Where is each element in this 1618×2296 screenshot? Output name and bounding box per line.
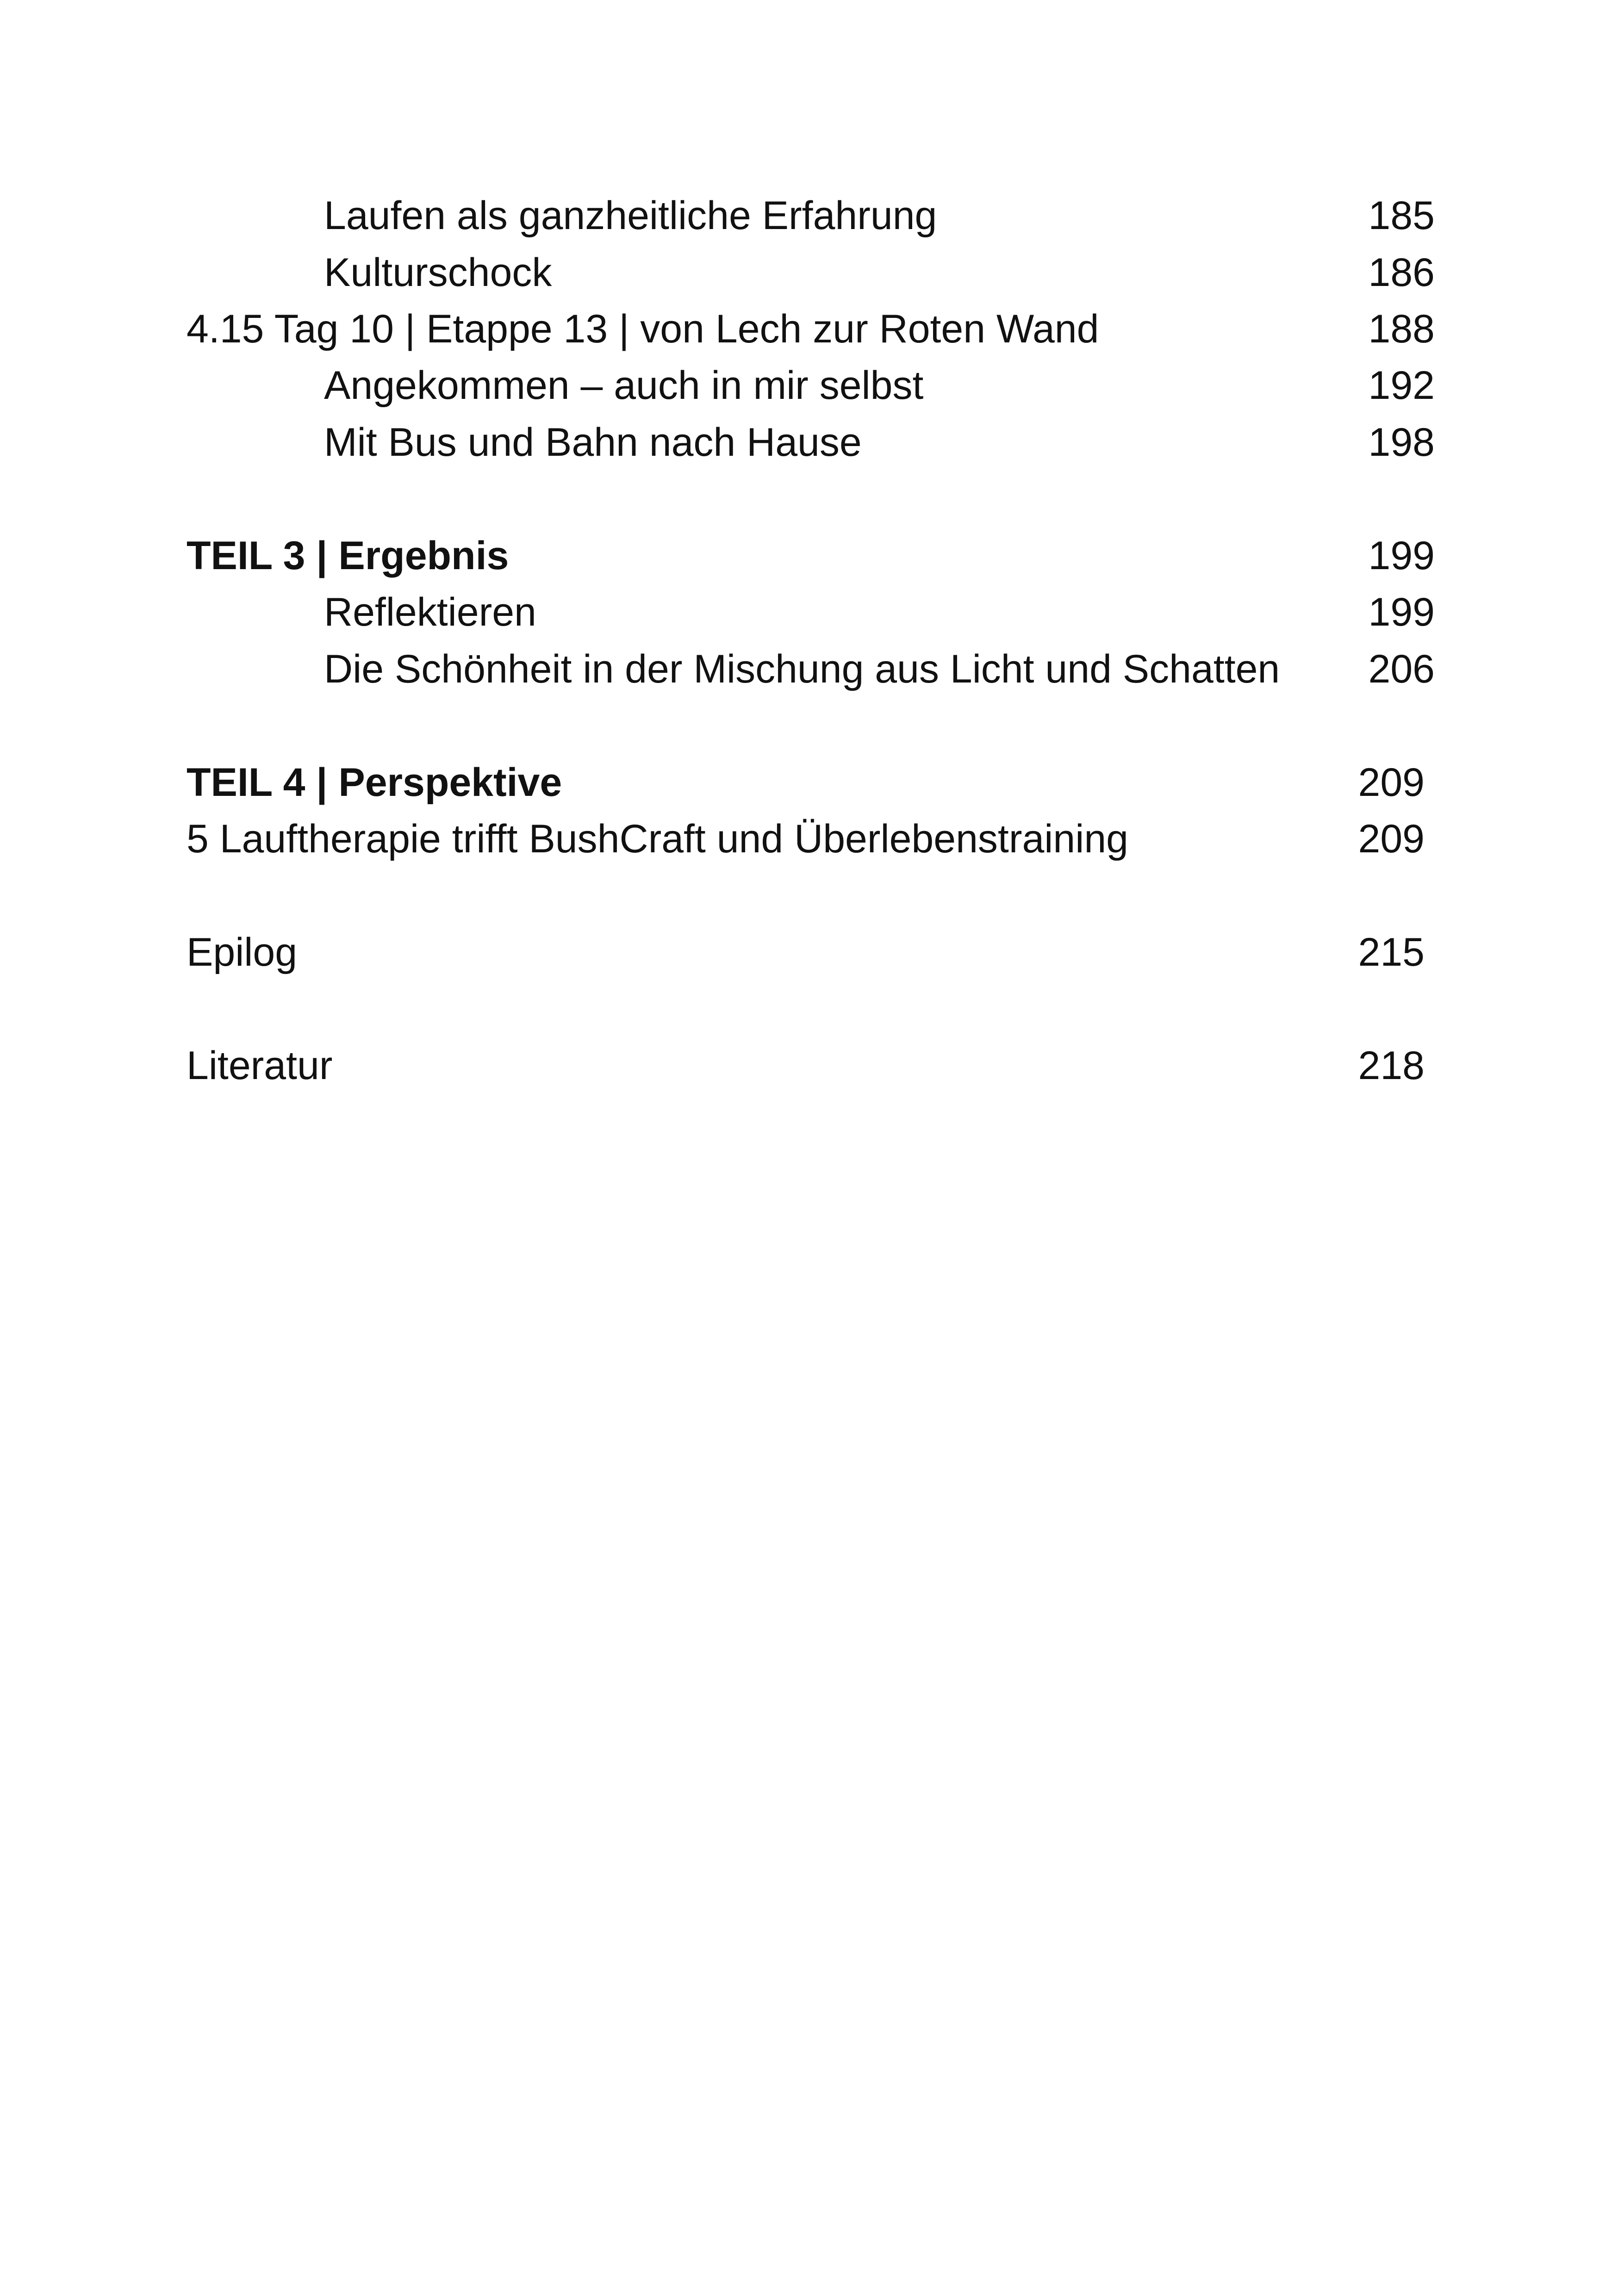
toc-entry (0, 187, 1618, 244)
toc-entry (0, 357, 1618, 414)
toc-entry-title: Laufen als ganzheitliche Erfahrung (324, 193, 937, 238)
toc-entry-page: 186 (1368, 250, 1435, 295)
toc-entry-page: 218 (1358, 1043, 1425, 1088)
toc-entry-title: Kulturschock (324, 250, 552, 295)
toc-entry-title: Angekommen – auch in mir selbst (324, 363, 924, 408)
toc-entry (0, 924, 1618, 980)
toc-entry-page: 206 (1368, 647, 1435, 691)
toc-entry-page: 185 (1368, 193, 1435, 238)
toc-part-heading (0, 754, 1618, 811)
toc-entry-page: 215 (1358, 930, 1425, 974)
toc-entry (0, 811, 1618, 867)
toc-entry-title: Die Schönheit in der Mischung aus Licht und Schatten (324, 647, 1280, 691)
toc-entry-page: 188 (1368, 307, 1435, 351)
toc-entry (0, 301, 1618, 357)
toc-entry-page: 209 (1358, 817, 1425, 861)
toc-entry-title: Epilog (187, 930, 298, 974)
toc-entry (0, 641, 1618, 697)
toc-entry-title: 4.15 Tag 10 | Etappe 13 | von Lech zur Roten Wand (187, 307, 1099, 351)
toc-entry (0, 414, 1618, 471)
toc-entry-title: TEIL 3 | Ergebnis (187, 534, 509, 578)
toc-part-heading (0, 527, 1618, 584)
toc-entry-page: 198 (1368, 420, 1435, 465)
toc-entry-page: 199 (1368, 590, 1435, 634)
toc-entry-title: Reflektieren (324, 590, 536, 634)
toc-entry (0, 584, 1618, 640)
toc-entry (0, 244, 1618, 301)
toc-entry-title: Literatur (187, 1043, 333, 1088)
toc-entry (0, 1037, 1618, 1094)
toc-entry-page: 192 (1368, 363, 1435, 408)
toc-entry-title: TEIL 4 | Perspektive (187, 760, 562, 805)
toc-entry-title: 5 Lauftherapie trifft BushCraft und Überlebenstraining (187, 817, 1128, 861)
toc-entry-page: 199 (1368, 534, 1435, 578)
toc-entry-page: 209 (1358, 760, 1425, 805)
toc-entry-title: Mit Bus und Bahn nach Hause (324, 420, 862, 465)
